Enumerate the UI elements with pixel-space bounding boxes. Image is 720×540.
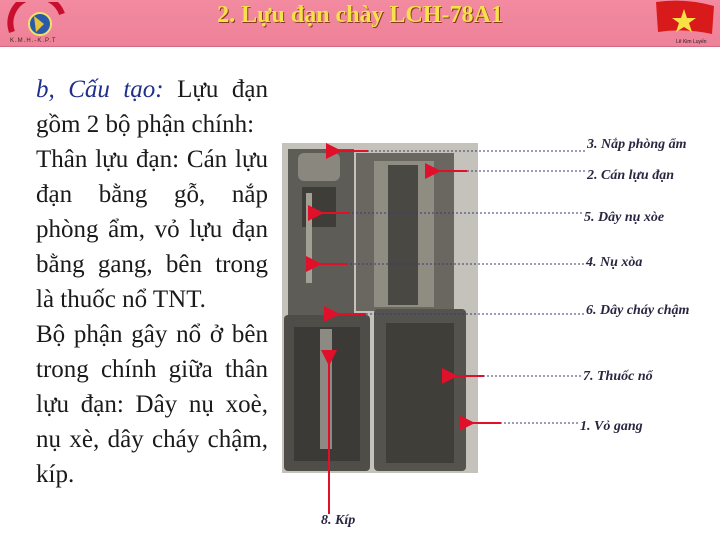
day-chay-cham-label: 6. Dây cháy chậm (586, 303, 690, 318)
body-paragraph-2: Bộ phận gây nổ ở bên trong chính giữa thân lựu đạn: Dây nụ xoè, nụ xè, dây cháy chậm, kíp. (36, 321, 268, 488)
body-paragraph-1: Thân lựu đạn: Cán lựu đạn bằng gỗ, nắp phòng ẩm, vỏ lựu đạn bằng gang, bên trong là thuốc nổ TNT. (36, 146, 268, 313)
slide-header (0, 0, 720, 47)
intro-text: Lựu đạn gồm 2 bộ phận chính: (36, 76, 268, 138)
thuoc-no-label: 7. Thuốc nổ (583, 369, 653, 384)
slide-title: 2. Lựu đạn chày LCH-78A1 (217, 2, 503, 28)
intro-paragraph (14, 72, 268, 142)
can-luu-dan-label: 2. Cán lựu đạn (587, 168, 674, 183)
nap-phong-am-label: 3. Nắp phòng ẩm (587, 137, 687, 152)
emblem-caption: K.M.H.-K.P.T (10, 38, 57, 44)
kip-label: 8. Kíp (321, 513, 356, 528)
grenade-cutaway-photo (282, 143, 478, 473)
nu-xoa-label: 4. Nụ xòa (586, 255, 643, 270)
vo-gang-label: 1. Vỏ gang (580, 419, 643, 434)
section-label: b, Cấu tạo: (36, 76, 164, 103)
day-nu-xoe-label: 5. Dây nụ xòe (584, 210, 665, 225)
description-text (14, 72, 268, 492)
flag-caption: Lê Kim Luyến (676, 39, 707, 45)
